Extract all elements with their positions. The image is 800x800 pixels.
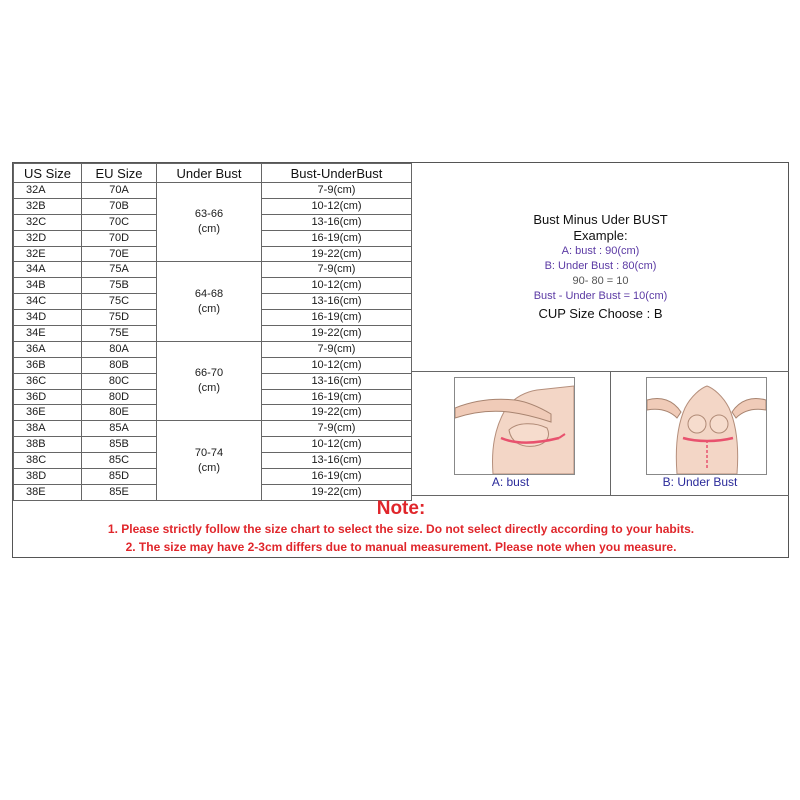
bust-underbust-cell: 7-9(cm) — [262, 262, 412, 278]
bust-underbust-cell: 16-19(cm) — [262, 230, 412, 246]
example-line-b: B: Under Bust : 80(cm) — [544, 259, 657, 272]
bust-underbust-cell: 19-22(cm) — [262, 326, 412, 342]
col-bust-underbust: Bust-UnderBust — [262, 164, 412, 183]
us-size-cell: 38D — [14, 469, 82, 485]
us-size-cell: 34D — [14, 310, 82, 326]
eu-size-cell: 75D — [82, 310, 157, 326]
eu-size-cell: 80A — [82, 341, 157, 357]
under-bust-figure-icon — [647, 378, 766, 474]
example-panel — [411, 163, 789, 372]
eu-size-cell: 85C — [82, 453, 157, 469]
us-size-cell: 32C — [14, 214, 82, 230]
us-size-cell: 36D — [14, 389, 82, 405]
eu-size-cell: 85E — [82, 484, 157, 500]
under-bust-caption: B: Under Bust — [662, 475, 738, 489]
size-chart — [12, 162, 789, 558]
eu-size-cell: 75E — [82, 326, 157, 342]
under-bust-cell: 70-74 (cm) — [157, 421, 262, 500]
under-bust-measure-illustration — [646, 377, 767, 475]
bust-caption: A: bust — [491, 475, 530, 489]
eu-size-cell: 70C — [82, 214, 157, 230]
us-size-cell: 34A — [14, 262, 82, 278]
bust-underbust-cell: 16-19(cm) — [262, 469, 412, 485]
size-table — [13, 163, 412, 501]
us-size-cell: 38A — [14, 421, 82, 437]
bust-underbust-cell: 19-22(cm) — [262, 405, 412, 421]
photo-cell-bust — [411, 372, 611, 496]
under-bust-cell: 64-68 (cm) — [157, 262, 262, 341]
us-size-cell: 38C — [14, 453, 82, 469]
bust-underbust-cell: 7-9(cm) — [262, 421, 412, 437]
eu-size-cell: 70A — [82, 183, 157, 199]
bust-underbust-cell: 10-12(cm) — [262, 198, 412, 214]
eu-size-cell: 70D — [82, 230, 157, 246]
bust-underbust-cell: 13-16(cm) — [262, 453, 412, 469]
bust-underbust-cell: 13-16(cm) — [262, 294, 412, 310]
col-eu-size: EU Size — [82, 164, 157, 183]
under-bust-cell: 66-70 (cm) — [157, 341, 262, 420]
bust-measure-illustration — [454, 377, 575, 475]
table-row — [14, 341, 412, 357]
bust-underbust-cell: 19-22(cm) — [262, 246, 412, 262]
us-size-cell: 32A — [14, 183, 82, 199]
col-under-bust: Under Bust — [157, 164, 262, 183]
eu-size-cell: 80C — [82, 373, 157, 389]
bust-underbust-cell: 19-22(cm) — [262, 484, 412, 500]
table-row — [14, 183, 412, 199]
example-formula: Bust - Under Bust = 10(cm) — [533, 289, 668, 302]
example-line-a: A: bust : 90(cm) — [561, 244, 640, 257]
us-size-cell: 32B — [14, 198, 82, 214]
eu-size-cell: 80B — [82, 357, 157, 373]
bust-underbust-cell: 16-19(cm) — [262, 310, 412, 326]
bust-underbust-cell: 10-12(cm) — [262, 357, 412, 373]
example-heading: Bust Minus Uder BUST — [533, 211, 668, 227]
col-us-size: US Size — [14, 164, 82, 183]
bust-underbust-cell: 7-9(cm) — [262, 183, 412, 199]
us-size-cell: 36C — [14, 373, 82, 389]
note-title: Note: — [376, 498, 426, 519]
bust-figure-icon — [455, 378, 574, 474]
us-size-cell: 36B — [14, 357, 82, 373]
eu-size-cell: 75A — [82, 262, 157, 278]
example-calc: 90- 80 = 10 — [572, 274, 629, 287]
bust-underbust-cell: 13-16(cm) — [262, 214, 412, 230]
table-header-row — [14, 164, 412, 183]
eu-size-cell: 85A — [82, 421, 157, 437]
eu-size-cell: 80D — [82, 389, 157, 405]
eu-size-cell: 70E — [82, 246, 157, 262]
bust-underbust-cell: 7-9(cm) — [262, 341, 412, 357]
table-row — [14, 262, 412, 278]
us-size-cell: 32D — [14, 230, 82, 246]
eu-size-cell: 75C — [82, 294, 157, 310]
example-subheading: Example: — [573, 227, 628, 243]
bust-underbust-cell: 16-19(cm) — [262, 389, 412, 405]
bust-underbust-cell: 13-16(cm) — [262, 373, 412, 389]
us-size-cell: 36A — [14, 341, 82, 357]
under-bust-cell: 63-66 (cm) — [157, 183, 262, 262]
us-size-cell: 38B — [14, 437, 82, 453]
us-size-cell: 36E — [14, 405, 82, 421]
note-line-2: 2. The size may have 2-3cm differs due to manual measurement. Please note when you measure. — [125, 540, 677, 554]
us-size-cell: 38E — [14, 484, 82, 500]
table-row — [14, 421, 412, 437]
eu-size-cell: 70B — [82, 198, 157, 214]
photo-cell-under-bust — [611, 372, 789, 496]
us-size-cell: 34B — [14, 278, 82, 294]
eu-size-cell: 85D — [82, 469, 157, 485]
us-size-cell: 32E — [14, 246, 82, 262]
us-size-cell: 34E — [14, 326, 82, 342]
bust-underbust-cell: 10-12(cm) — [262, 278, 412, 294]
bust-underbust-cell: 10-12(cm) — [262, 437, 412, 453]
eu-size-cell: 85B — [82, 437, 157, 453]
eu-size-cell: 80E — [82, 405, 157, 421]
us-size-cell: 34C — [14, 294, 82, 310]
example-result: CUP Size Choose : B — [538, 305, 663, 321]
note-line-1: 1. Please strictly follow the size chart to select the size. Do not select directly according to your habits. — [107, 522, 695, 536]
note-section — [13, 496, 789, 558]
eu-size-cell: 75B — [82, 278, 157, 294]
